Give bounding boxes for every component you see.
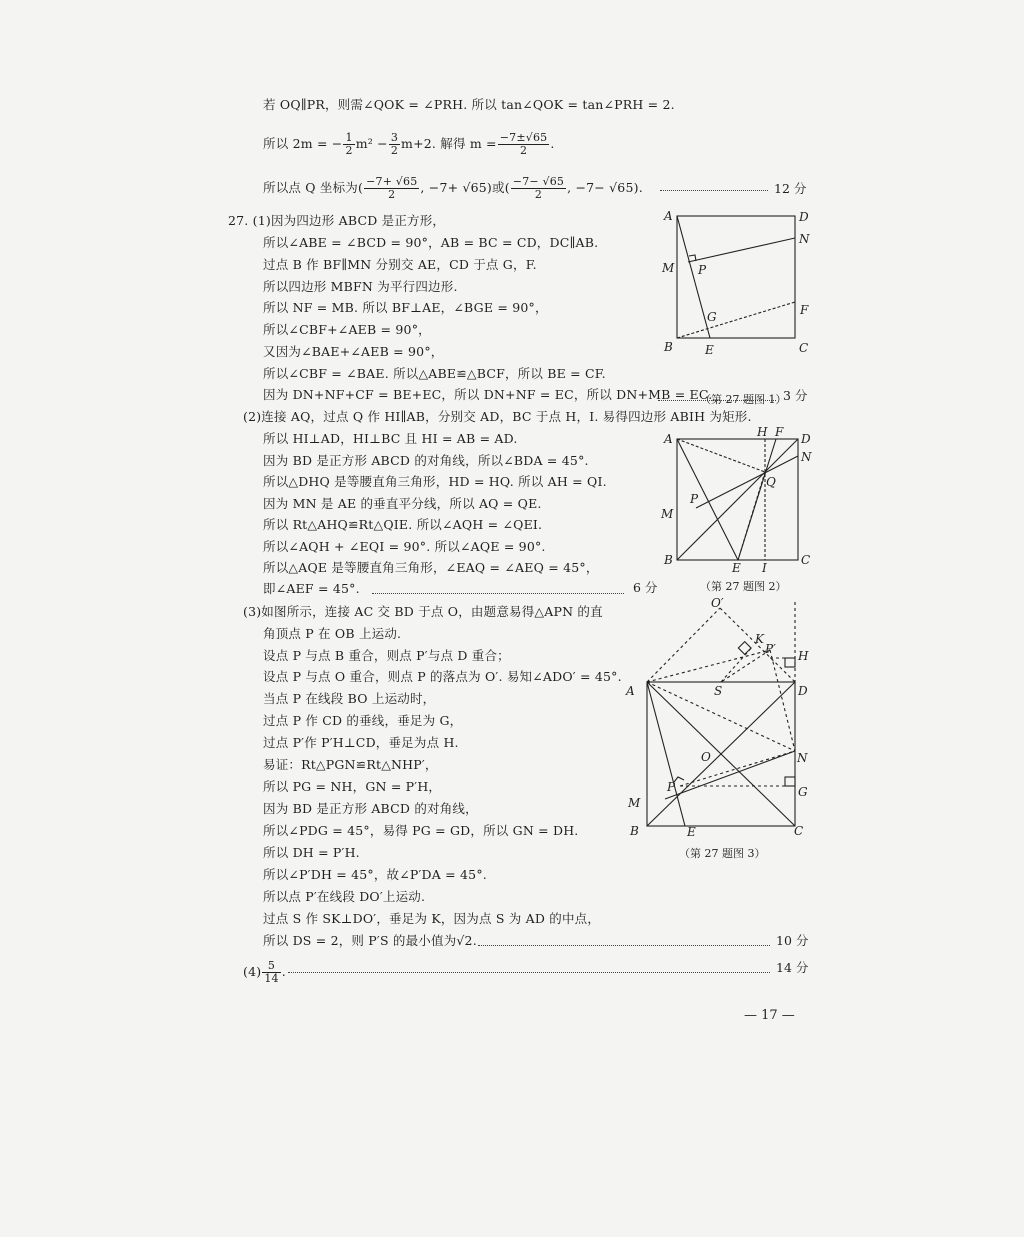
segment-ao: [647, 608, 720, 682]
label-a: A: [664, 432, 673, 446]
text-line: 当点 P 在线段 BO 上运动时，: [263, 691, 436, 706]
text-line: 又因为∠BAE+∠AEB = 90°，: [263, 344, 444, 359]
label-f: F: [775, 426, 784, 439]
label-n: N: [799, 232, 810, 246]
denominator: 2: [519, 144, 528, 157]
text-line: 因为 BD 是正方形 ABCD 的对角线，所以∠BDA = 45°.: [263, 453, 589, 468]
text-line: 过点 B 作 BF∥MN 分别交 AE，CD 于点 G，F.: [263, 257, 537, 272]
label-m: M: [628, 796, 641, 810]
figure-3: [620, 596, 820, 841]
text-line: 若 OQ∥PR，则需∠QOK = ∠PRH. 所以 tan∠QOK = tan∠PRH = 2.: [263, 97, 675, 112]
label-e: E: [732, 561, 741, 575]
text-line: 所以 Rt△AHQ≌Rt△QIE. 所以∠AQH = ∠QEI.: [263, 517, 543, 532]
segment-mn: [665, 751, 795, 799]
label-p-prime: P′: [765, 642, 776, 656]
fraction: [364, 176, 419, 201]
text-line: 所以点 P′在线段 DO′上运动.: [263, 889, 426, 904]
right-angle-mark: [738, 642, 751, 655]
eq-text: (4): [243, 964, 262, 979]
text-line: 所以∠PDG = 45°，易得 PG = GD，所以 GN = DH.: [263, 823, 579, 838]
fraction: [511, 176, 566, 201]
page-number: — 17 —: [744, 1008, 795, 1023]
numerator: 3: [390, 131, 399, 144]
text-line: 因为 BD 是正方形 ABCD 的对角线，: [263, 801, 478, 816]
segment-ae: [677, 439, 738, 560]
denominator: 2: [388, 188, 396, 201]
denominator: 2: [534, 188, 543, 201]
label-b: B: [664, 340, 673, 354]
label-e: E: [687, 825, 696, 839]
label-p: P: [690, 492, 699, 506]
text-line: 所以四边形 MBFN 为平行四边形.: [263, 279, 458, 294]
text-line: 易证：Rt△PGN≌Rt△NHP′，: [263, 757, 438, 772]
score-leader: [660, 190, 768, 191]
text-line: 所以 PG = NH，GN = P′H，: [263, 779, 442, 794]
text-line: (3)如图所示，连接 AC 交 BD 于点 O，由题意易得△APN 的直: [243, 604, 603, 619]
numerator: 5: [262, 960, 280, 973]
label-d: D: [798, 684, 808, 698]
label-i: I: [762, 561, 767, 575]
label-o: O: [701, 750, 711, 764]
fraction: [498, 132, 550, 157]
segment-bf: [677, 302, 795, 338]
caption-figure-2: （第 27 题图 2）: [700, 580, 787, 593]
text-line: 所以∠AQH + ∠EQI = 90°. 所以∠AQE = 90°.: [263, 539, 546, 554]
label-e: E: [705, 343, 714, 357]
right-angle-mark: [785, 658, 795, 667]
text-line: 所以 NF = MB. 所以 BF⊥AE，∠BGE = 90°，: [263, 300, 548, 315]
score: 6 分: [633, 580, 658, 595]
text-line: 设点 P 与点 O 重合，则点 P 的落点为 O′. 易知∠ADO′ = 45°.: [263, 669, 622, 684]
eq-text: , −7+ √65)或(: [420, 180, 510, 195]
text-line: 过点 P′作 P′H⊥CD，垂足为点 H.: [263, 735, 459, 750]
text-line: 所以∠ABE = ∠BCD = 90°，AB = BC = CD，DC∥AB.: [263, 235, 599, 250]
fraction: [343, 132, 354, 157]
numerator: 1: [345, 131, 353, 144]
label-g: G: [707, 310, 717, 324]
text-line: 所以△AQE 是等腰直角三角形，∠EAQ = ∠AEQ = 45°，: [263, 560, 599, 575]
label-f: F: [800, 303, 809, 317]
text-line: 因为 MN 是 AE 的垂直平分线，所以 AQ = QE.: [263, 496, 542, 511]
segment-ap: [647, 650, 770, 682]
right-angle-mark: [785, 777, 795, 786]
score: 12 分: [774, 181, 807, 196]
label-c: C: [801, 553, 811, 567]
label-o-prime: O′: [711, 596, 724, 610]
text-line: (2)连接 AQ，过点 Q 作 HI∥AB，分别交 AD，BC 于点 H，I. 易得四边形 ABIH 为矩形.: [243, 409, 752, 424]
label-d: D: [799, 210, 809, 224]
text-line: 所以∠CBF = ∠BAE. 所以△ABE≌△BCF，所以 BE = CF.: [263, 366, 606, 381]
equation-q: [263, 176, 643, 201]
label-n: N: [801, 450, 812, 464]
label-g: G: [798, 785, 808, 799]
eq-text: .: [281, 964, 286, 979]
label-q: Q: [766, 475, 776, 489]
label-s: S: [714, 684, 723, 698]
caption-figure-3: （第 27 题图 3）: [679, 847, 766, 860]
fraction: [262, 960, 280, 985]
segment-ae: [647, 682, 685, 826]
segment-mn: [696, 456, 798, 508]
text-line: 所以 DH = P′H.: [263, 845, 360, 860]
label-c: C: [799, 341, 809, 355]
score-leader: [478, 945, 770, 946]
text-line: 所以∠P′DH = 45°，故∠P′DA = 45°.: [263, 867, 487, 882]
text-line: 因为 DN+NF+CF = BE+EC，所以 DN+NF = EC，所以 DN+MB = EC.: [263, 387, 713, 402]
text-line: 过点 P 作 CD 的垂线，垂足为 G，: [263, 713, 463, 728]
fraction: [389, 132, 400, 157]
text-line: 所以 HI⊥AD，HI⊥BC 且 HI = AB = AD.: [263, 431, 518, 446]
eq-text: , −7− √65).: [567, 180, 643, 195]
text-line: 设点 P 与点 B 重合，则点 P′与点 D 重合；: [263, 648, 510, 663]
text-line: 27. (1)因为四边形 ABCD 是正方形，: [228, 213, 446, 228]
label-d: D: [801, 432, 811, 446]
segment-mn: [688, 238, 795, 262]
label-b: B: [630, 824, 639, 838]
eq-text: 所以 2m = −: [263, 136, 343, 151]
segment-ae: [677, 216, 710, 338]
label-h: H: [757, 426, 768, 439]
label-c: C: [794, 824, 804, 838]
label-k: K: [755, 632, 764, 646]
segment-pn: [770, 650, 795, 751]
equation-m: [263, 132, 555, 157]
label-m: M: [661, 507, 674, 521]
eq-text: .: [550, 136, 555, 151]
score-leader: [372, 593, 624, 594]
score: 14 分: [776, 960, 809, 975]
eq-text: 所以点 Q 坐标为(: [263, 180, 364, 195]
eq-text: m+2. 解得 m =: [401, 136, 497, 151]
numerator: −7±√65: [499, 131, 548, 144]
denominator: 2: [390, 144, 399, 157]
caption-figure-1: （第 27 题图 1）: [700, 393, 787, 406]
text-line: 角顶点 P 在 OB 上运动.: [263, 626, 402, 641]
text-line: 所以∠CBF+∠AEB = 90°，: [263, 322, 431, 337]
label-a: A: [626, 684, 635, 698]
segment-ef: [738, 439, 776, 560]
score: 10 分: [776, 933, 809, 948]
label-h: H: [798, 649, 809, 663]
figure-1: [658, 206, 818, 398]
numerator: −7− √65: [512, 175, 565, 188]
text-line: 即∠AEF = 45°.: [263, 581, 360, 596]
text-line: 所以 DS = 2，则 P′S 的最小值为√2.: [263, 933, 477, 948]
answer-4: [243, 960, 286, 985]
label-n: N: [797, 751, 808, 765]
right-angle-mark: [674, 777, 684, 782]
text-line: 过点 S 作 SK⊥DO′，垂足为 K，因为点 S 为 AD 的中点，: [263, 911, 601, 926]
numerator: −7+ √65: [366, 175, 418, 188]
segment-aq: [677, 439, 765, 472]
segment-pn2: [680, 751, 795, 786]
label-p: P: [698, 263, 707, 277]
score: 3 分: [783, 388, 808, 403]
score-leader: [288, 972, 770, 973]
label-m: M: [662, 261, 675, 275]
denominator: 2: [345, 144, 353, 157]
label-p: P: [667, 780, 676, 794]
label-a: A: [664, 209, 673, 223]
label-b: B: [664, 553, 673, 567]
figure-2: [658, 426, 818, 576]
denominator: 14: [264, 972, 279, 985]
text-line: 所以△DHQ 是等腰直角三角形，HD = HQ. 所以 AH = QI.: [263, 474, 607, 489]
eq-text: m² −: [355, 136, 388, 151]
